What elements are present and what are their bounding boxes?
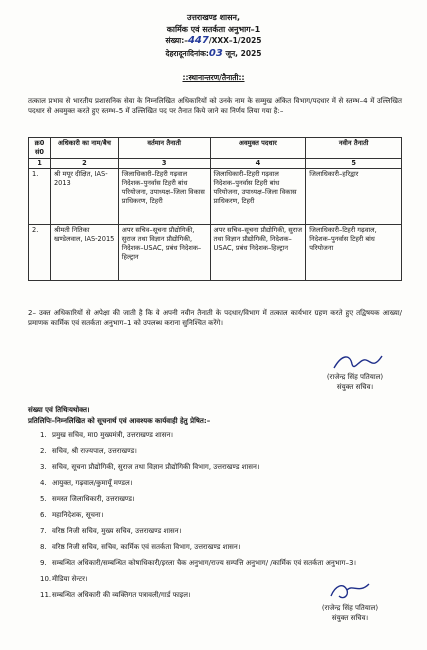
col-index: 3 — [118, 159, 210, 169]
order-number-prefix: संख्या:– — [165, 36, 188, 45]
signature-block-1 — [300, 372, 410, 392]
order-date — [0, 49, 427, 59]
row-relieved-post: अपर सचिव–सूचना प्रौद्योगिकी, सुराज तथा विज्ञान प्रौद्योगिकी, निदेशक–USAC, प्रबंध निदेशक–हिल्ट्रान — [210, 225, 306, 281]
list-item: 6. महानिदेशक, सूचना। — [40, 511, 104, 519]
list-item: 1. प्रमुख सचिव, मा0 मुख्यमंत्री, उत्तराखण्ड शासन। — [40, 431, 173, 439]
order-number-handwritten: 447 — [187, 35, 209, 46]
signature-mark-2 — [325, 580, 375, 602]
col-header-relieved: अवमुक्त पदधार — [210, 138, 306, 159]
signatory-name: (राजेन्द्र सिंह पतियाल) — [321, 604, 379, 612]
list-item: 10. मीडिया सेन्टर। — [40, 575, 88, 583]
row-sno: 2. — [29, 225, 51, 281]
list-item: 3. सचिव, सूचना प्रौद्योगिकी, सुराज तथा विज्ञान प्रौद्योगिकी विभाग, उत्तराखण्ड शासन। — [40, 463, 260, 471]
col-header-current: वर्तमान तैनाती — [118, 138, 210, 159]
list-item: 2. सचिव, श्री राज्यपाल, उत्तराखण्ड। — [40, 447, 137, 455]
signature-mark-1 — [330, 350, 390, 374]
govt-name: उत्तराखण्ड शासन, — [186, 13, 241, 22]
order-date-suffix: जून, 2025 — [225, 49, 262, 58]
signatory-name: (राजेन्द्र सिंह पतियाल) — [326, 373, 384, 381]
order-number-suffix: /XXX–1/2025 — [208, 36, 262, 45]
row-officer-name: श्री मयूर दीक्षित, IAS-2013 — [50, 169, 118, 225]
row-new-posting: जिलाधिकारी–टिहरी गढ़वाल, निदेशक–पुनर्वास टिहरी बांध परियोजना — [306, 225, 402, 281]
transfer-table — [28, 137, 402, 281]
order-date-handwritten: 03 — [208, 48, 223, 59]
col-header-name: अधिकारी का नाम/बैच — [50, 138, 118, 159]
row-officer-name: श्रीमती नितिका खण्डेलवाल, IAS-2015 — [50, 225, 118, 281]
order-number — [0, 36, 427, 46]
signature-block-2 — [295, 603, 405, 623]
col-index: 1 — [29, 159, 51, 169]
row-current-posting: अपर सचिव–सूचना प्रौद्योगिकी, सुराज तथा विज्ञान प्रौद्योगिकी, निदेशक–USAC, प्रबंध निदेशक–हिल्ट्रान — [118, 225, 210, 281]
row-current-posting: जिलाधिकारी–टिहरी गढ़वाल निदेशक–पुनर्वास टिहरी बांध परियोजना, उपाध्यक्ष–जिला विकास प्राधिकरण, टिहरी — [118, 169, 210, 225]
signatory-title: संयुक्त सचिव। — [331, 614, 369, 622]
col-index: 2 — [50, 159, 118, 169]
list-item: 4. आयुक्त, गढ़वाल/कुमायूँ मण्डल। — [40, 479, 133, 487]
col-header-sno: क्र0 सं0 — [29, 138, 51, 159]
row-relieved-post: जिलाधिकारी–टिहरी गढ़वाल निदेशक–पुनर्वास टिहरी बांध परियोजना, उपाध्यक्ष–जिला विकास प्राधिकरण, टिहरी — [210, 169, 306, 225]
col-header-new: नवीन तैनाती — [306, 138, 402, 159]
instruction-paragraph: 2– उक्त अधिकारियों से अपेक्षा की जाती है कि वे अपनी नवीन तैनाती के पदधार/विभाग में तत्काल कार्यभार ग्रहण करते हुए तद्विषयक आख्या/प्रमाणक कार्मिक एवं सतर्कता अनुभाग–1 को उपलब्ध कराना सुनिश्चित करेंगे। — [28, 309, 402, 327]
signatory-title: संयुक्त सचिव। — [336, 383, 374, 391]
row-sno: 1. — [29, 169, 51, 225]
table-row — [29, 169, 402, 225]
row-new-posting: जिलाधिकारी–हरिद्वार — [306, 169, 402, 225]
copy-heading: प्रतिलिपिः–निम्नलिखित को सूचनार्थ एवं आवश्यक कार्यवाही हेतु प्रेषित:– — [28, 417, 211, 425]
list-item: 8. वरिष्ठ निजी सचिव, सचिव, कार्मिक एवं सतर्कता विभाग, उत्तराखण्ड शासन। — [40, 543, 241, 551]
intro-paragraph: तत्काल प्रभाव से भारतीय प्रशासनिक सेवा के निम्नलिखित अधिकारियों को उनके नाम के सम्मुख अंकित विभाग/पदधार में से स्तम्भ–4 में उल्लिखित पदधार से अवमुक्त करते हुए स्तम्भ–5 में उल्लिखित पद पर तैनात किये जाने का निर्णय लिया गया है:– — [28, 97, 402, 115]
section-name: कार्मिक एवं सतर्कता अनुभाग–1 — [166, 25, 261, 34]
col-index: 4 — [210, 159, 306, 169]
list-item: 9. सम्बन्धित अधिकारी/सम्बन्धित कोषाधिकारी/इरला चैक अनुभाग/राज्य सम्पत्ति अनुभाग/ /कार्मिक एवं सतर्कता अनुभाग–3। — [40, 559, 357, 567]
order-subject: ::स्थानान्तरण/तैनाती:: — [182, 73, 245, 82]
table-row — [29, 225, 402, 281]
copy-reference: संख्या एवं तिथिःयथोक्त। — [28, 406, 90, 414]
order-date-prefix: देहरादूनःदिनांक: — [165, 49, 209, 58]
list-item: 5. समस्त जिलाधिकारी, उत्तराखण्ड। — [40, 495, 135, 503]
col-index: 5 — [306, 159, 402, 169]
list-item: 11. सम्बन्धित अधिकारी की व्यक्तिगत पत्रावली/गार्ड फाइल। — [40, 591, 191, 599]
list-item: 7. वरिष्ठ निजी सचिव, मुख्य सचिव, उत्तराखण्ड शासन। — [40, 527, 182, 535]
